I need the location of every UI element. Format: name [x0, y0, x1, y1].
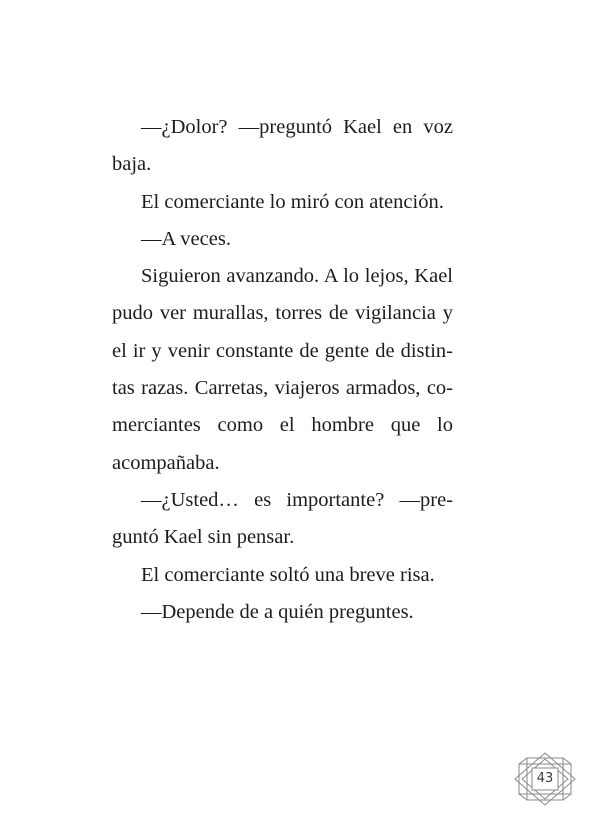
text-line: Siguieron avanzando. A lo lejos, Kael [141, 265, 453, 288]
text-line: tas razas. Carretas, viajeros armados, co- [112, 377, 453, 400]
page-number-ornament [514, 752, 576, 806]
body-text [112, 109, 453, 631]
text-line: acompañaba. [112, 451, 220, 474]
text-line: baja. [112, 153, 152, 176]
text-line: El comerciante lo miró con atención. [141, 190, 444, 213]
text-line: —Depende de a quién preguntes. [141, 600, 414, 623]
text-line: El comerciante soltó una breve risa. [141, 563, 435, 586]
page-number: 43 [536, 771, 554, 786]
text-line: merciantes como el hombre que lo [112, 414, 453, 437]
text-line: el ir y venir constante de gente de distin- [112, 339, 453, 362]
text-line: pudo ver murallas, torres de vigilancia y [112, 302, 453, 325]
text-line: —¿Usted… es importante? —pre- [141, 488, 453, 511]
text-line: —¿Dolor? —preguntó Kael en voz [141, 116, 453, 138]
text-line: —A veces. [141, 227, 231, 250]
text-line: guntó Kael sin pensar. [112, 526, 295, 549]
